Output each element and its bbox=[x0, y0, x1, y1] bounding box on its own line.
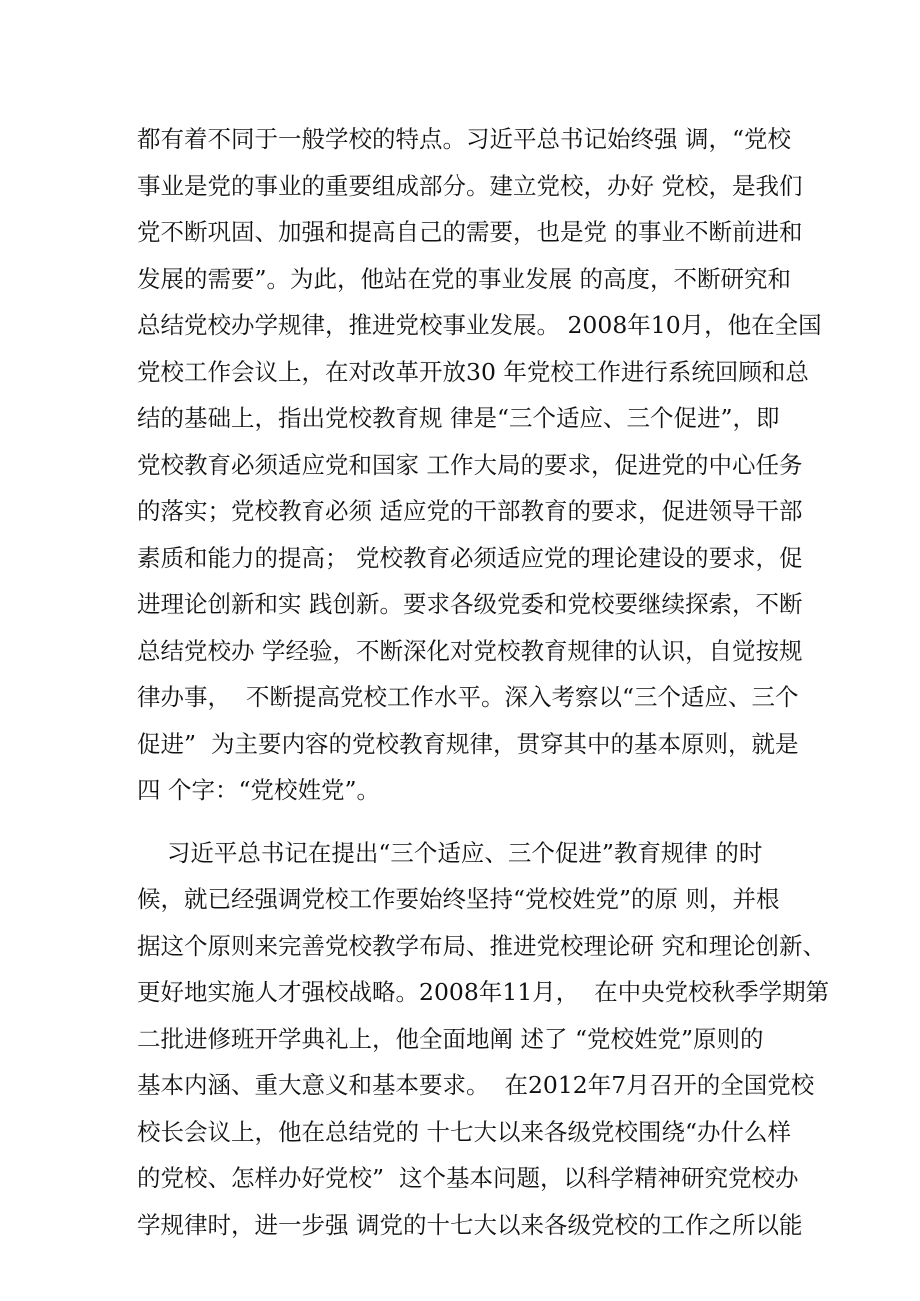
text-line: 的落实；党校教育必须 适应党的干部教育的要求，促进领导干部 bbox=[137, 497, 803, 525]
document-body bbox=[137, 116, 830, 1248]
text-line: 党不断巩固、加强和提高自己的需要，也是党 的事业不断前进和 bbox=[137, 218, 803, 246]
text-line: 党校教育必须适应党和国家 工作大局的要求，促进党的中心任务 bbox=[137, 450, 803, 479]
text-line: 习近平总书记在提出“三个适应、三个促进”教育规律 的时 bbox=[137, 838, 763, 867]
paragraph-1 bbox=[137, 116, 822, 814]
text-line: 的党校、怎样办好党校” 这个基本问题，以科学精神研究党校办 bbox=[137, 1164, 799, 1192]
text-line: 总结党校办学规律，推进党校事业发展。 2008年10月，他在全国 bbox=[137, 311, 822, 339]
text-line: 据这个原则来完善党校教学布局、推进党校理论研 究和理论创新、 bbox=[137, 931, 826, 960]
text-line: 党校工作会议上，在对改革开放30 年党校工作进行系统回顾和总 bbox=[137, 357, 809, 386]
text-line: 都有着不同于一般学校的特点。习近平总书记始终强 调，“党校 bbox=[137, 125, 791, 153]
text-line: 素质和能力的提高； 党校教育必须适应党的理论建设的要求，促 bbox=[137, 543, 803, 572]
text-line: 更好地实施人才强校战略。2008年11月， 在中央党校秋季学期第 bbox=[137, 978, 830, 1006]
text-line: 二批进修班开学典礼上，他全面地阐 述了 “党校姓党”原则的 bbox=[137, 1024, 764, 1053]
text-line: 总结党校办 学经验，不断深化对党校教育规律的认识，自觉按规 bbox=[137, 636, 803, 665]
text-line: 进理论创新和实 践创新。要求各级党委和党校要继续探索，不断 bbox=[137, 590, 803, 618]
text-line: 候，就已经强调党校工作要始终坚持“党校姓党”的原 则，并根 bbox=[137, 885, 780, 913]
text-line: 发展的需要”。为此，他站在党的事业发展 的高度，不断研究和 bbox=[137, 264, 791, 293]
text-line: 事业是党的事业的重要组成部分。建立党校，办好 党校，是我们 bbox=[137, 171, 803, 200]
text-line: 四 个字：“党校姓党”。 bbox=[137, 776, 380, 804]
text-line: 校长会议上，他在总结党的 十七大以来各级党校围绕“办什么样 bbox=[137, 1117, 791, 1146]
text-line: 律办事， 不断提高党校工作水平。深入考察以“三个适应、三个 bbox=[137, 683, 799, 711]
text-line: 促进” 为主要内容的党校教育规律，贯穿其中的基本原则，就是 bbox=[137, 729, 799, 758]
paragraph-2 bbox=[137, 830, 830, 1249]
text-line: 基本内涵、重大意义和基本要求。 在2012年7月召开的全国党校 bbox=[137, 1071, 815, 1099]
text-line: 学规律时，进一步强 调党的十七大以来各级党校的工作之所以能 bbox=[137, 1210, 803, 1239]
text-line: 结的基础上，指出党校教育规 律是“三个适应、三个促进”，即 bbox=[137, 404, 780, 432]
